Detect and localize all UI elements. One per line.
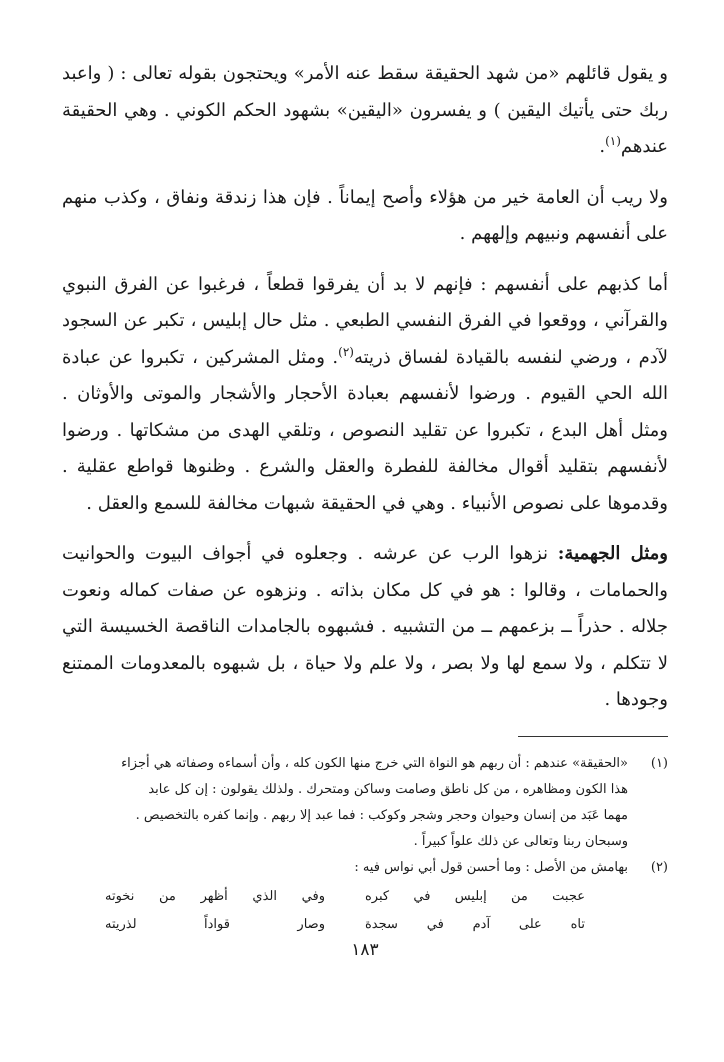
paragraph-1-trailing: .	[599, 136, 606, 157]
paragraph-4-text: نزهوا الرب عن عرشه . وجعلوه في أجواف البيوت والحوانيت والحمامات ، وقالوا : هو في كل مكان بذاته . ونزهوه عن صفات كماله ونعوت جلاله . حذراً ــ بزعمهم ــ من التشبيه . فشبهوه بالجامدات الناقصة الخسيسة التي لا تتكلم ، ولا سمع لها ولا بصر ، ولا علم ولا حياة ، بل شبهوه بالمعدومات الممتنع وجودها .	[62, 543, 668, 710]
footnote-1-number: (١)	[650, 756, 668, 771]
paragraph-1-line-1: و يقول قائلهم «من شهد الحقيقة سقط عنه الأمر» ويحتجون بقوله تعالى :	[120, 63, 668, 84]
poem-verse-2-hemistich-1: تاه على آدم في سجدة	[365, 917, 585, 932]
paragraph-1-line-3: وهي الحقيقة عندهم	[62, 99, 668, 157]
poem-verse-2-hemistich-2: وصار قواداً لذريته	[105, 917, 325, 932]
book-page	[62, 56, 668, 1046]
footnote-1-body	[62, 751, 628, 855]
footnote-divider	[518, 736, 668, 737]
footnote-1-line-1: «الحقيقة» عندهم : أن ربهم هو النواة التي خرج منها الكون كله ، وأن أسماءه وصفاته هي أجزاء	[121, 756, 628, 771]
footnote-1-line-2: هذا الكون ومظاهره ، من كل ناطق وصامت وساكن ومتحرك . ولذلك يقولون : إن كل عابد	[148, 782, 628, 797]
footnote-1-line-3: مهما عَبَد من إنسان وحيوان وحجر وشجر وكوكب : فما عبد إلا ربهم . وإنما كفره بالتخصيص .	[135, 808, 628, 823]
footnote-2	[62, 855, 668, 939]
paragraph-4-lead: ومثل الجهمية:	[557, 543, 668, 564]
paragraph-1-line-2: ( واعبد ربك حتى يأتيك اليقين ) و يفسرون «اليقين» بشهود الحكم الكوني .	[62, 63, 668, 121]
paragraph-2-line-1: ولا ريب أن العامة خير من هؤلاء وأصح إيماناً . فإن هذا زندقة ونفاق ،	[153, 186, 668, 208]
footnotes	[62, 736, 668, 939]
main-text	[62, 56, 668, 719]
footnote-2-body	[62, 855, 628, 939]
page-number: ١٨٣	[351, 940, 379, 960]
paragraph-3	[62, 267, 668, 523]
footnote-2-number: (٢)	[650, 860, 668, 875]
poem-verse-1-hemistich-1: عجبت من إبليس في كبره	[365, 889, 585, 904]
footnote-ref-1[interactable]: (١)	[605, 134, 621, 148]
paragraph-3-part-2: . ومثل المشركين ، تكبروا عن عبادة الله الحي القيوم . ورضوا لأنفسهم بعبادة الأحجار والأشجار والموتى والأوثان . ومثل أهل البدع ، تكبروا عن تقليد النصوص ، وتلقي الهدى من مشكاتها . ورضوا لأنفسهم بتقليد أقوال مخالفة للفطرة والعقل والشرع . وظنوها قواطع عقلية . وقدموها على نصوص الأنبياء . وهي في الحقيقة شبهات مخالفة للسمع والعقل .	[62, 346, 668, 514]
paragraph-4	[62, 536, 668, 719]
paragraph-3-part-1: أما كذبهم على أنفسهم : فإنهم لا بد أن يفرقوا قطعاً ، فرغبوا عن الفرق النبوي والقرآني ، ووقعوا في الفرق النفسي الطبعي . مثل حال إبليس ، تكبر عن السجود لآدم ، ورضي لنفسه بالقيادة لفساق ذريته	[62, 273, 668, 368]
poem-verse-1-hemistich-2: وفي الذي أظهر من نخوته	[105, 889, 325, 904]
footnote-2-line-1: بهامش من الأصل : وما أحسن قول أبي نواس فيه :	[354, 860, 628, 875]
footnote-1-line-4: وسبحان ربنا وتعالى عن ذلك علواً كبيراً .	[413, 834, 628, 849]
paragraph-2	[62, 180, 668, 253]
paragraph-1	[62, 56, 668, 166]
paragraph-2-line-2: وكذب منهم على أنفسهم ونبيهم وإلههم .	[62, 186, 668, 244]
footnote-ref-2[interactable]: (٢)	[338, 344, 354, 359]
poem	[62, 883, 628, 939]
footnote-1	[62, 751, 668, 855]
